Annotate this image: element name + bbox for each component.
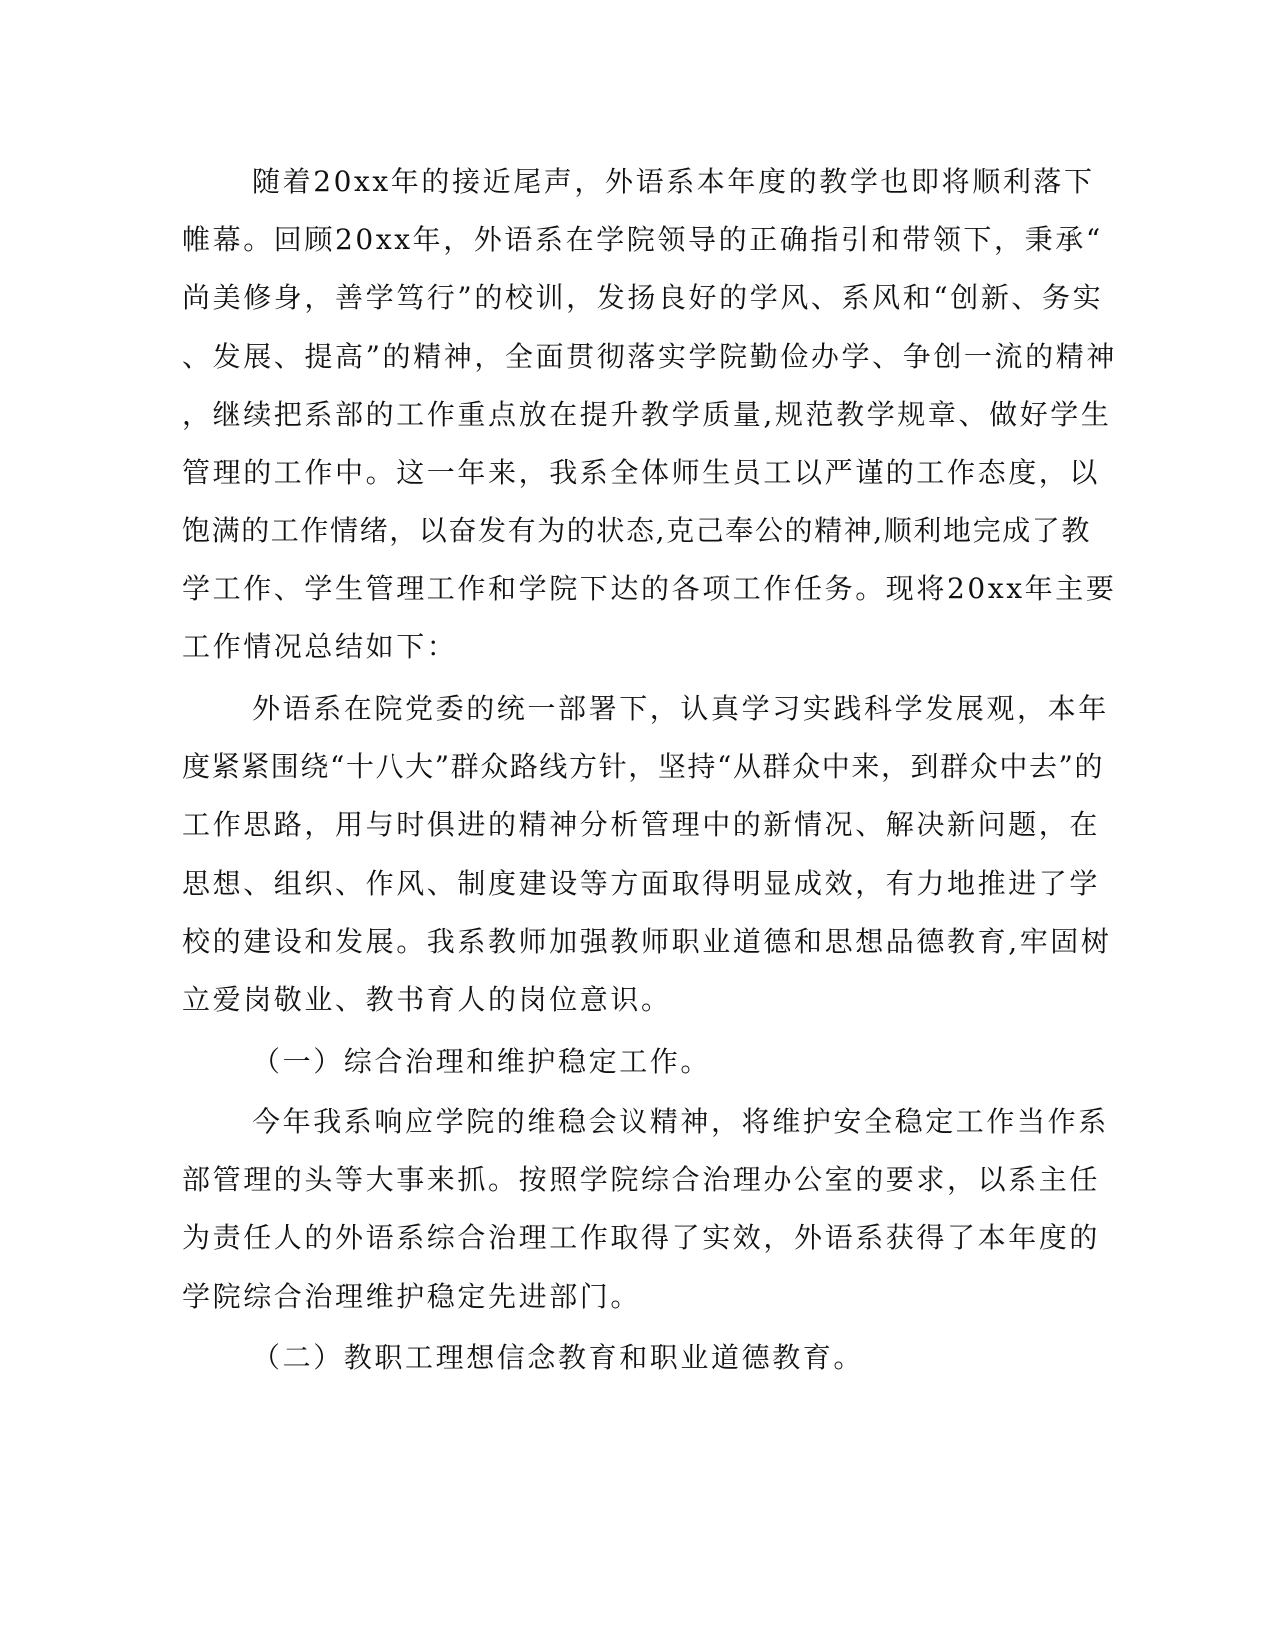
paragraph-line: 、发展、提高”的精神，全面贯彻落实学院勤俭办学、争创一流的精神 — [182, 340, 1117, 373]
paragraph-line: 学院综合治理维护稳定先进部门。 — [182, 1280, 642, 1313]
paragraph-line: 度紧紧围绕“十八大”群众路线方针，坚持“从群众中来，到群众中去”的 — [182, 750, 1105, 783]
paragraph-line: 尚美修身，善学笃行”的校训，发扬良好的学风、系风和“创新、务实 — [182, 281, 1104, 314]
section-heading: （二）教职工理想信念教育和职业道德教育。 — [252, 1341, 865, 1374]
paragraph-line: 学工作、学生管理工作和学院下达的各项工作任务。现将20xx年主要 — [182, 572, 1117, 605]
section-heading: （一）综合治理和维护稳定工作。 — [252, 1045, 712, 1078]
paragraph-line: 外语系在院党委的统一部署下，认真学习实践科学发展观，本年 — [252, 692, 1109, 725]
paragraph-line: 为责任人的外语系综合治理工作取得了实效，外语系获得了本年度的 — [182, 1221, 1101, 1254]
paragraph-line: 工作思路，用与时俱进的精神分析管理中的新情况、解决新问题，在 — [182, 808, 1101, 841]
paragraph-line: ，继续把系部的工作重点放在提升教学质量,规范教学规章、做好学生 — [182, 398, 1112, 431]
paragraph-line: 思想、组织、作风、制度建设等方面取得明显成效，有力地推进了学 — [182, 867, 1101, 900]
paragraph-line: 帷幕。回顾20xx年，外语系在学院领导的正确指引和带领下，秉承“ — [182, 223, 1103, 256]
paragraph-line: 工作情况总结如下： — [182, 630, 458, 663]
paragraph-line: 校的建设和发展。我系教师加强教师职业道德和思想品德教育,牢固树 — [182, 925, 1112, 958]
paragraph-line: 随着20xx年的接近尾声，外语系本年度的教学也即将顺利落下 — [252, 165, 1095, 198]
paragraph-line: 立爱岗敬业、教书育人的岗位意识。 — [182, 983, 672, 1016]
paragraph-line: 部管理的头等大事来抓。按照学院综合治理办公室的要求，以系主任 — [182, 1163, 1101, 1196]
paragraph-line: 管理的工作中。这一年来，我系全体师生员工以严谨的工作态度，以 — [182, 456, 1101, 489]
paragraph-line: 今年我系响应学院的维稳会议精神，将维护安全稳定工作当作系 — [252, 1105, 1109, 1138]
paragraph-line: 饱满的工作情绪，以奋发有为的状态,克己奉公的精神,顺利地完成了教 — [182, 514, 1092, 547]
